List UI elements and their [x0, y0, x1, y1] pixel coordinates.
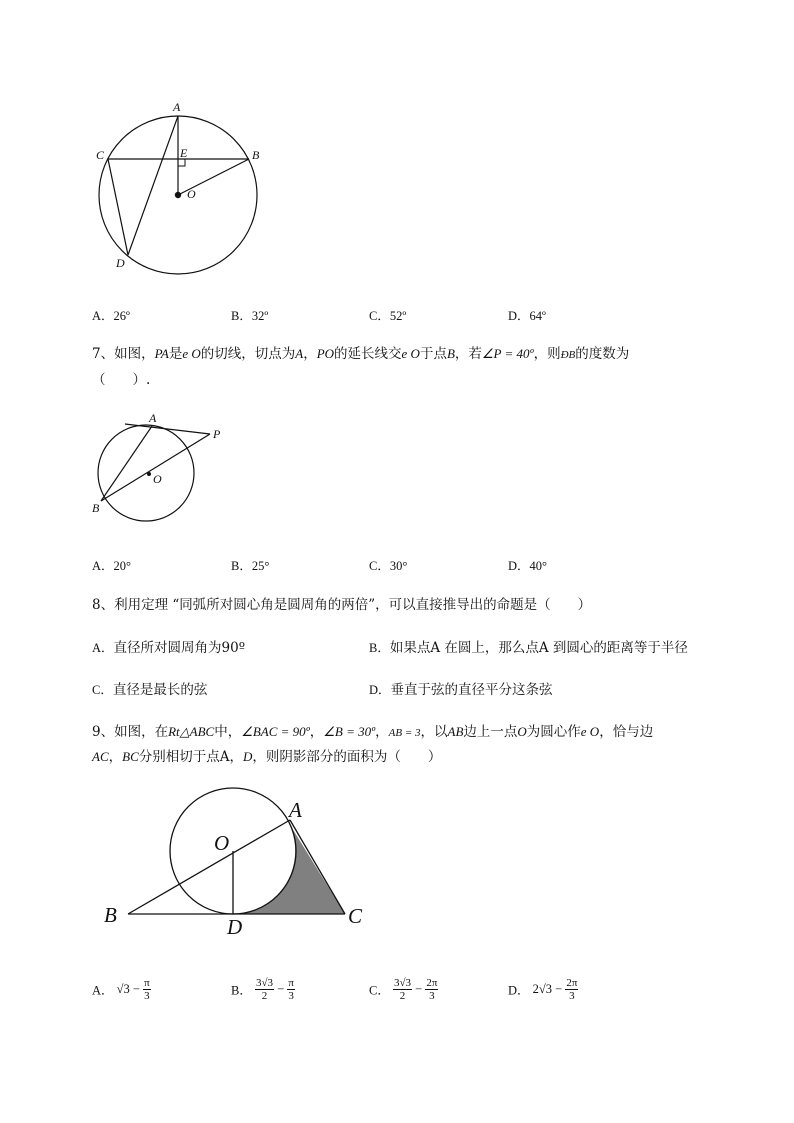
q9-math-bc: BC [122, 749, 139, 764]
q7-text-1: 7、如图， [92, 346, 155, 362]
q9-option-c-op: − [415, 982, 423, 996]
label-c: C [96, 148, 105, 162]
q8-option-c-letter: C． [92, 683, 113, 697]
q9-math-ab: AB = 3 [388, 727, 421, 739]
q6-option-d-letter: D． [508, 309, 530, 323]
q7-stem-line2: （ ）. [92, 372, 151, 388]
q7-text-4: ， [303, 346, 317, 362]
q8-option-a[interactable] [92, 639, 245, 657]
segment-ab [101, 426, 152, 501]
q9-stem [92, 723, 653, 742]
q8-option-a-text: 直径所对圆周角为90º [113, 640, 246, 656]
segment-cd [108, 159, 128, 255]
q6-option-b-letter: B． [231, 309, 252, 323]
q9-text-2: 中， [214, 724, 242, 740]
q9-text-12: ，则阴影部分的面积为（ ） [252, 749, 442, 765]
q6-option-d[interactable] [508, 306, 546, 324]
q9-text-10: 分别相切于点A [138, 749, 230, 765]
q9-option-c-fraction-1 [393, 977, 412, 1002]
q8-option-a-letter: A． [92, 641, 114, 655]
q9-math-d: D [243, 749, 253, 764]
q9-option-b-letter: B． [231, 983, 252, 998]
q9-math-ac: AC [92, 749, 109, 764]
q8-option-c-text: 直径是最长的弦 [112, 682, 208, 698]
q9-option-a-fraction [143, 977, 151, 1002]
q8-option-d[interactable] [369, 681, 553, 699]
q7-text-8: ，则 [533, 346, 561, 362]
q9-option-d-num: 2π [566, 977, 578, 989]
q6-option-b[interactable] [231, 306, 268, 324]
q9-option-b-fraction-2 [287, 977, 295, 1002]
q9-option-d-fraction [565, 977, 578, 1002]
q6-option-a-letter: A． [92, 309, 114, 323]
label-a: A [149, 411, 157, 425]
q7-stem [92, 345, 629, 364]
q7-option-d[interactable] [508, 556, 547, 574]
q9-option-b-den2: 3 [288, 990, 294, 1002]
q6-option-c-value: 52º [389, 309, 407, 323]
q9-option-a-num: π [144, 977, 150, 989]
figure-q7-svg [0, 400, 794, 530]
q9-stem-line2 [92, 748, 441, 766]
q6-option-a[interactable] [92, 306, 130, 324]
q9-option-d[interactable] [508, 977, 578, 1002]
label-b: B [104, 903, 117, 927]
center-dot [175, 192, 181, 198]
q7-math-b: B [446, 346, 455, 361]
q9-option-a[interactable] [92, 977, 151, 1002]
q7-option-d-value: 40° [529, 559, 548, 573]
q9-text-1: 9、如图，在 [92, 724, 169, 740]
q7-text-2: 是 [168, 346, 183, 362]
q9-text-8: ，恰与边 [599, 724, 654, 740]
q7-math-circle-2: e O [401, 346, 420, 361]
q7-option-b-value: 25° [251, 559, 270, 573]
segment-ad [128, 116, 178, 255]
q7-math-angle-b: ÐB [560, 349, 576, 361]
q9-option-d-den: 3 [569, 990, 575, 1002]
label-c: C [348, 904, 363, 928]
label-d: D [227, 915, 243, 939]
q6-option-c[interactable] [369, 306, 406, 324]
figure-q9 [0, 780, 794, 960]
tangent-line [125, 424, 210, 434]
q7-math-a: A [295, 346, 304, 361]
q9-math-angle-bac: ∠BAC = 90º [241, 724, 310, 739]
q8-option-d-letter: D． [369, 683, 391, 697]
q8-option-b[interactable] [369, 639, 688, 657]
q9-option-b-op: − [277, 982, 285, 996]
q9-option-a-letter: A． [92, 983, 114, 998]
q9-option-c-letter: C． [369, 983, 390, 998]
q9-option-c[interactable] [369, 977, 438, 1002]
label-p: P [213, 427, 221, 441]
q7-option-a[interactable] [92, 556, 131, 574]
q9-option-b-num1: 3√3 [255, 977, 274, 989]
label-o: O [153, 472, 162, 486]
figure-q7 [0, 400, 794, 530]
q8-option-c[interactable] [92, 681, 207, 699]
label-a: A [289, 798, 302, 822]
q9-math-rt: Rt△ABC [168, 724, 215, 739]
q7-option-c-value: 30° [389, 559, 408, 573]
figure-q6-svg [0, 0, 794, 300]
q9-option-c-den1: 2 [399, 990, 406, 1002]
q9-option-a-den: 3 [144, 990, 150, 1002]
q7-option-b-letter: B． [231, 559, 252, 573]
q6-option-d-value: 64º [529, 309, 546, 323]
q9-text-11: ， [229, 749, 243, 765]
q9-math-circle: e O [580, 724, 600, 739]
q9-option-b-fraction-1 [255, 977, 274, 1002]
figure-q6 [0, 0, 794, 300]
shaded-region [233, 820, 345, 914]
q9-option-c-den2: 3 [429, 990, 435, 1002]
q9-option-c-num1: 3√3 [393, 977, 412, 989]
q9-option-b-den1: 2 [261, 990, 268, 1002]
q8-option-b-letter: B． [369, 641, 390, 655]
label-b: B [252, 148, 260, 162]
q7-option-a-value: 20° [113, 559, 132, 573]
q9-option-d-pre: 2√3 − [532, 982, 563, 996]
q9-text-6: 边上一点 [463, 724, 518, 740]
q9-text-7: 为圆心作 [526, 724, 581, 740]
label-a: A [173, 100, 181, 114]
q7-math-angle-p: ∠P = 40º [481, 346, 534, 361]
label-d: D [116, 256, 125, 270]
q9-option-c-num2: 2π [426, 977, 438, 989]
q9-math-o: O [517, 724, 527, 739]
q9-text-3: ， [309, 724, 324, 740]
q7-math-circle: e O [182, 346, 201, 361]
q7-math-pa: PA [154, 346, 169, 361]
label-b: B [92, 501, 100, 515]
label-o: O [187, 187, 196, 201]
q7-text-6: 于点 [419, 346, 447, 362]
q7-text-9: 的度数为 [575, 346, 630, 362]
q8-stem: 8、利用定理 “同弧所对圆心角是圆周角的两倍”，可以直接推导出的命题是（ ） [92, 597, 592, 613]
q9-option-a-pre: √3 − [116, 982, 140, 996]
q8-option-b-text: 如果点A 在圆上，那么点A 到圆心的距离等于半径 [389, 640, 688, 656]
q8-option-d-text: 垂直于弦的直径平分这条弦 [390, 682, 553, 698]
q7-text-7: ，若 [454, 346, 482, 362]
q9-math-angle-b: ∠B = 30º [323, 724, 376, 739]
q7-math-po: PO [316, 346, 335, 361]
label-e: E [180, 146, 188, 160]
label-o: O [214, 831, 230, 855]
q6-option-c-letter: C． [369, 309, 390, 323]
figure-q9-svg [0, 780, 794, 960]
q7-option-c[interactable] [369, 556, 407, 574]
q9-text-4: ， [375, 724, 389, 740]
q7-option-c-letter: C． [369, 559, 390, 573]
q6-option-b-value: 32º [251, 309, 269, 323]
q9-option-b[interactable] [231, 977, 295, 1002]
q9-option-b-num2: π [288, 977, 294, 989]
q9-text-9: ， [108, 749, 123, 765]
q7-option-b[interactable] [231, 556, 269, 574]
q9-math-ab-2: AB [447, 724, 464, 739]
center-dot [147, 472, 151, 476]
q7-option-a-letter: A． [92, 559, 114, 573]
q9-option-c-fraction-2 [425, 977, 438, 1002]
q9-text-5: ，以 [420, 724, 448, 740]
q7-text-3: 的切线，切点为 [200, 346, 296, 362]
q9-option-d-letter: D． [508, 983, 530, 998]
side-ba [128, 820, 290, 914]
q7-option-d-letter: D． [508, 559, 530, 573]
q6-option-a-value: 26º [113, 309, 130, 323]
q7-text-5: 的延长线交 [334, 346, 402, 362]
